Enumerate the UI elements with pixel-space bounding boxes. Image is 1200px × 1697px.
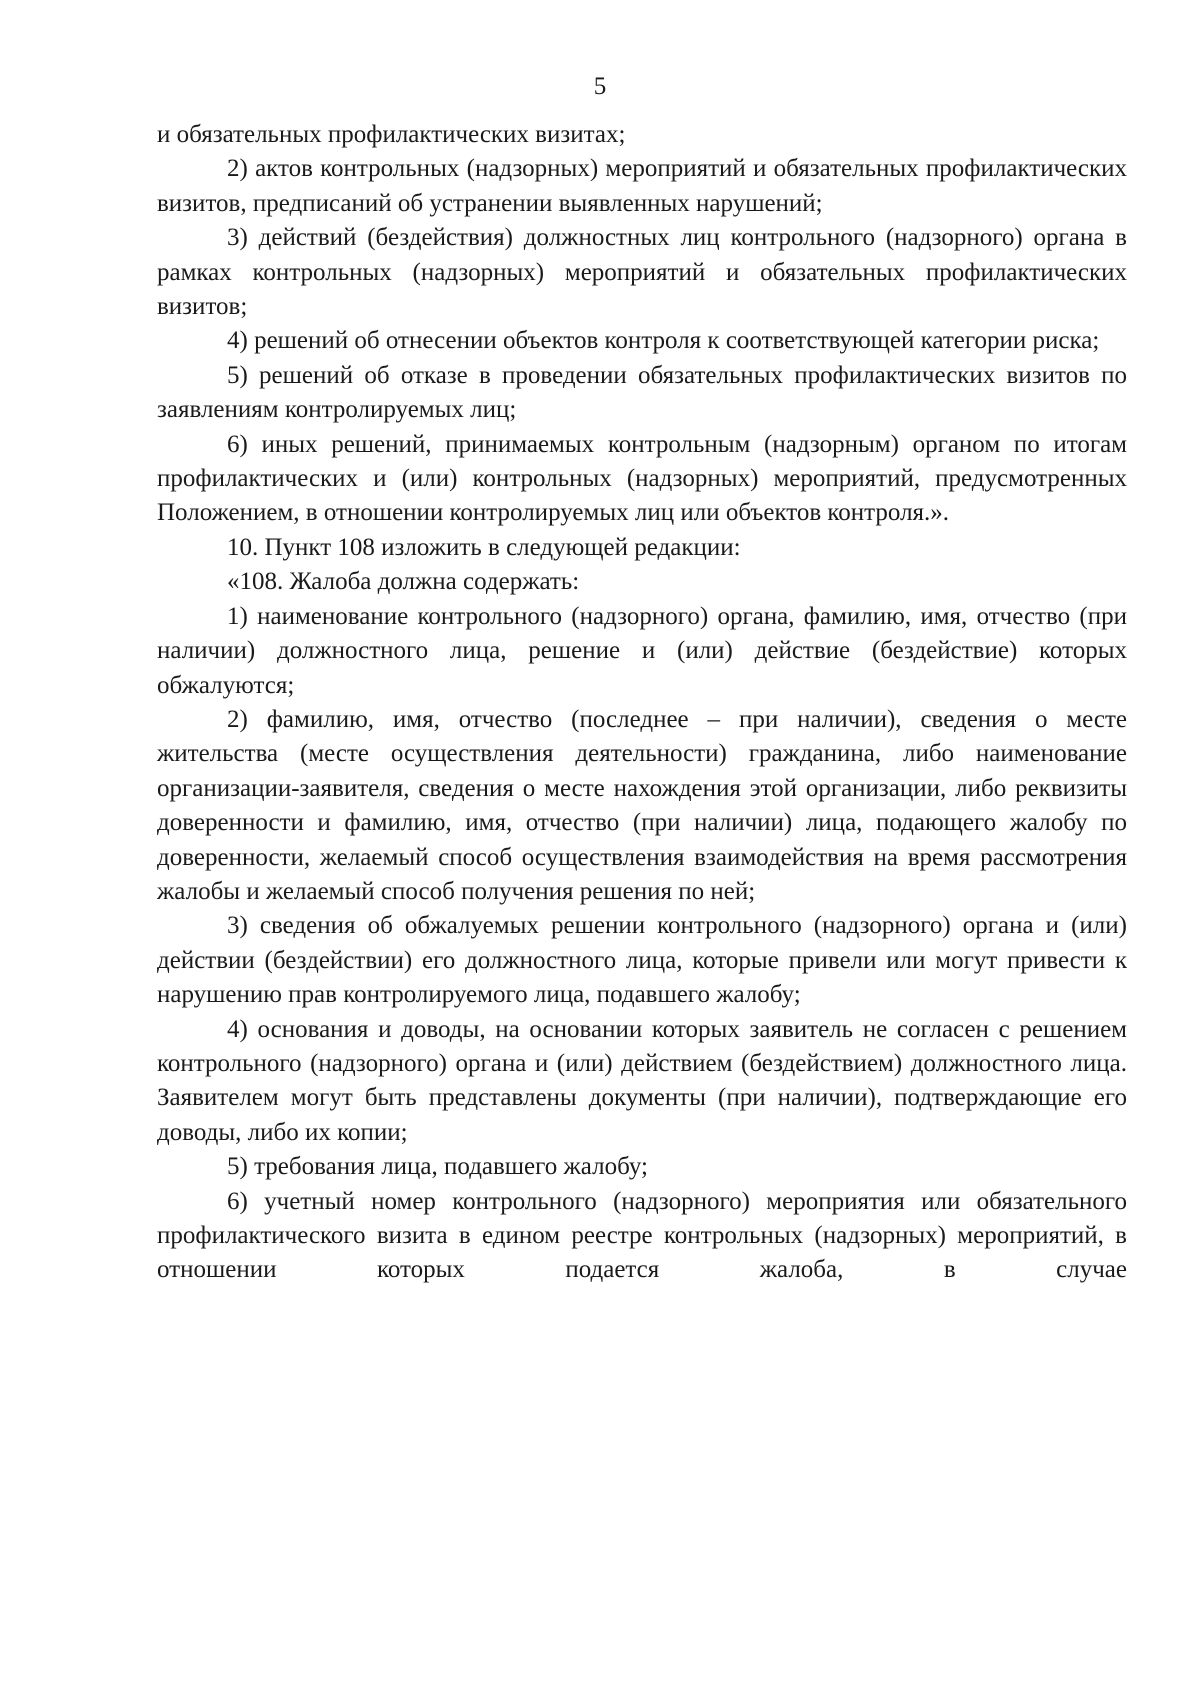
list-item-5: 5) решений об отказе в проведении обязательных профилактических визитов по заявлениям контролируемых лиц; (157, 361, 1127, 424)
complaint-item-3: 3) сведения об обжалуемых решении контрольного (надзорного) органа и (или) действии (бездействии) его должностного лица, которые привели или могут привести к нарушению прав контролируемого лица, подавшего жалобу; (157, 912, 1127, 1009)
list-item-3: 3) действий (бездействия) должностных лиц контрольного (надзорного) органа в рамках контрольных (надзорных) мероприятий и обязательных профилактических визитов; (157, 224, 1127, 321)
page-number: 5 (593, 73, 607, 100)
document-body (157, 118, 1127, 1288)
complaint-item-4: 4) основания и доводы, на основании которых заявитель не согласен с решением контрольного (надзорного) органа и (или) действием (бездействием) должностного лица. Заявителем могут быть представлены документы (при наличии), подтверждающие его доводы, либо их копии; (157, 1015, 1127, 1146)
amendment-point-10: 10. Пункт 108 изложить в следующей редакции: (227, 533, 741, 561)
list-item-6: 6) иных решений, принимаемых контрольным (надзорным) органом по итогам профилактических и (или) контрольных (надзорных) мероприятий, предусмотренных Положением, в отношении контролируемых лиц или объектов контроля.». (157, 430, 1127, 527)
complaint-item-2: 2) фамилию, имя, отчество (последнее – при наличии), сведения о месте жительства (месте осуществления деятельности) гражданина, либо наименование организации-заявителя, сведения о месте нахождения этой организации, либо реквизиты доверенности и фамилию, имя, отчество (при наличии) лица, подающего жалобу по доверенности, желаемый способ осуществления взаимодействия на время рассмотрения жалобы и желаемый способ получения решения по ней; (157, 705, 1127, 905)
paragraph-continuation: и обязательных профилактических визитах; (157, 121, 626, 148)
complaint-item-5: 5) требования лица, подавшего жалобу; (227, 1153, 648, 1181)
complaint-item-6: 6) учетный номер контрольного (надзорного) мероприятия или обязательного профилактического визита в едином реестре контрольных (надзорных) мероприятий, в отношении которых подается жалоба, в случае (157, 1187, 1127, 1284)
clause-108-heading: «108. Жалоба должна содержать: (227, 568, 580, 596)
complaint-item-1: 1) наименование контрольного (надзорного) органа, фамилию, имя, отчество (при наличии) должностного лица, решение и (или) действие (бездействие) которых обжалуются; (157, 602, 1127, 699)
list-item-2: 2) актов контрольных (надзорных) мероприятий и обязательных профилактических визитов, предписаний об устранении выявленных нарушений; (157, 155, 1127, 217)
list-item-4: 4) решений об отнесении объектов контроля к соответствующей категории риска; (227, 327, 1100, 355)
